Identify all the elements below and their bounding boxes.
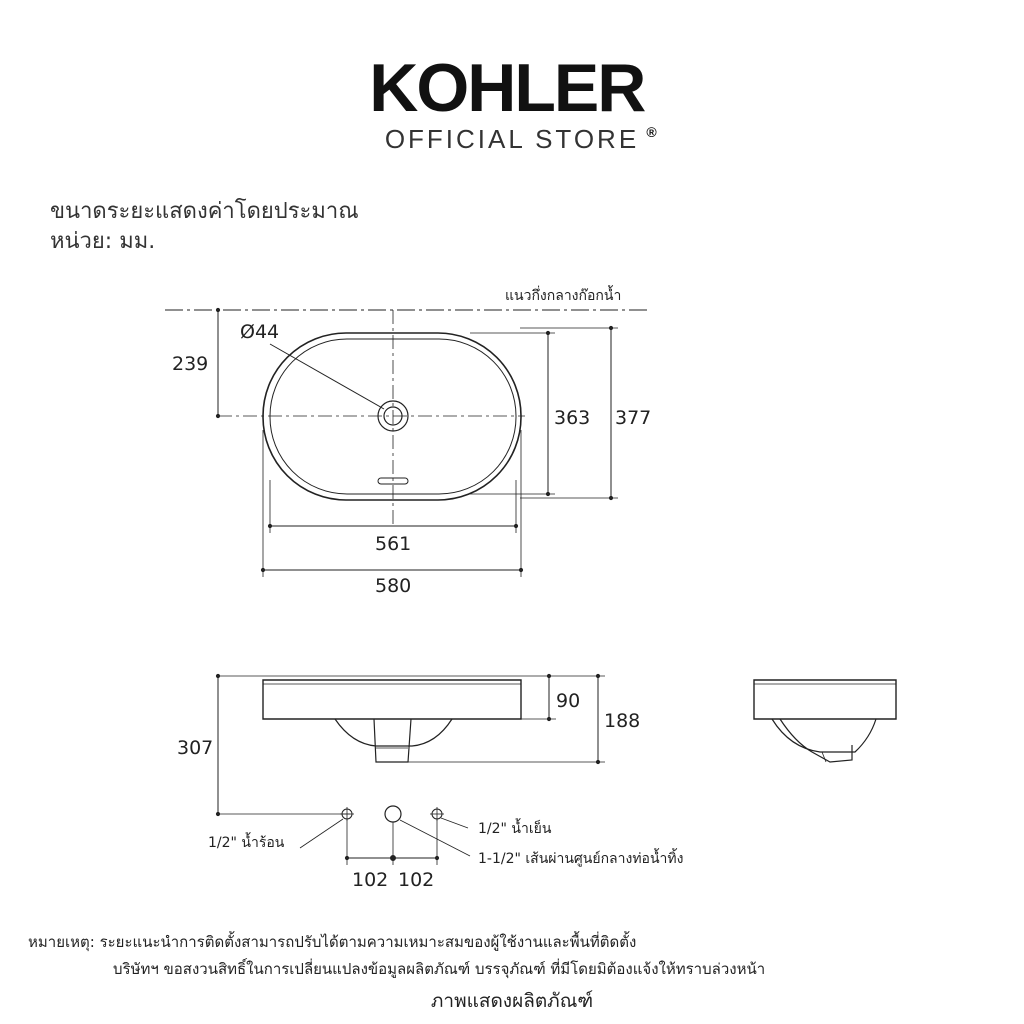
dim-rim-height: 90 [556, 690, 581, 712]
rights-note: บริษัทฯ ขอสงวนสิทธิ์ในการเปลี่ยนแปลงข้อมูลผลิตภัณฑ์ บรรจุภัณฑ์ ที่มีโดยมิต้องแจ้งให้ทราบล่วงหน้า [113, 960, 766, 978]
dim-inner-depth: 363 [554, 407, 591, 429]
dim-spacing-right: 102 [398, 869, 435, 891]
product-image-caption: ภาพแสดงผลิตภัณฑ์ [430, 990, 594, 1012]
approx-dimensions-heading: ขนาดระยะแสดงค่าโดยประมาณ [50, 199, 359, 224]
installation-note: หมายเหตุ: ระยะแนะนำการติดตั้งสามารถปรับได้ตามความเหมาะสมของผู้ใช้งานและพื้นที่ติดตั้ง [28, 933, 637, 951]
dim-inner-width: 561 [375, 533, 412, 555]
dim-total-height: 307 [177, 737, 214, 759]
dim-hole-diameter: Ø44 [240, 321, 280, 343]
cold-water-leader [441, 818, 468, 828]
hot-water-label: 1/2" น้ำร้อน [208, 835, 285, 851]
diameter-leader [270, 344, 384, 409]
dim-outer-depth: 377 [615, 407, 652, 429]
cold-water-label: 1/2" น้ำเย็น [478, 821, 552, 837]
dim-basin-height: 188 [604, 710, 641, 732]
basin-outer-outline [263, 333, 521, 500]
dim-spacing-left: 102 [352, 869, 389, 891]
basin-rim [263, 680, 521, 719]
dim-outer-width: 580 [375, 575, 412, 597]
brand-name: KOHLER [369, 50, 645, 126]
drain-point [385, 806, 401, 822]
drain-pipe [374, 719, 411, 762]
profile-rim [754, 680, 896, 719]
drain-leader [400, 820, 470, 856]
unit-label: หน่วย: มม. [50, 229, 156, 254]
faucet-center-line-label: แนวกึ่งกลางก๊อกน้ำ [505, 288, 622, 304]
drain-label: 1-1/2" เส้นผ่านศูนย์กลางท่อน้ำทิ้ง [478, 851, 684, 867]
registered-mark: ® [646, 124, 657, 140]
profile-bowl [772, 719, 876, 752]
basin-bowl [335, 719, 452, 746]
side-profile-view [754, 680, 896, 762]
hot-water-leader [300, 819, 343, 848]
dim-faucet-offset: 239 [172, 353, 209, 375]
store-subtitle: OFFICIAL STORE [384, 124, 640, 154]
